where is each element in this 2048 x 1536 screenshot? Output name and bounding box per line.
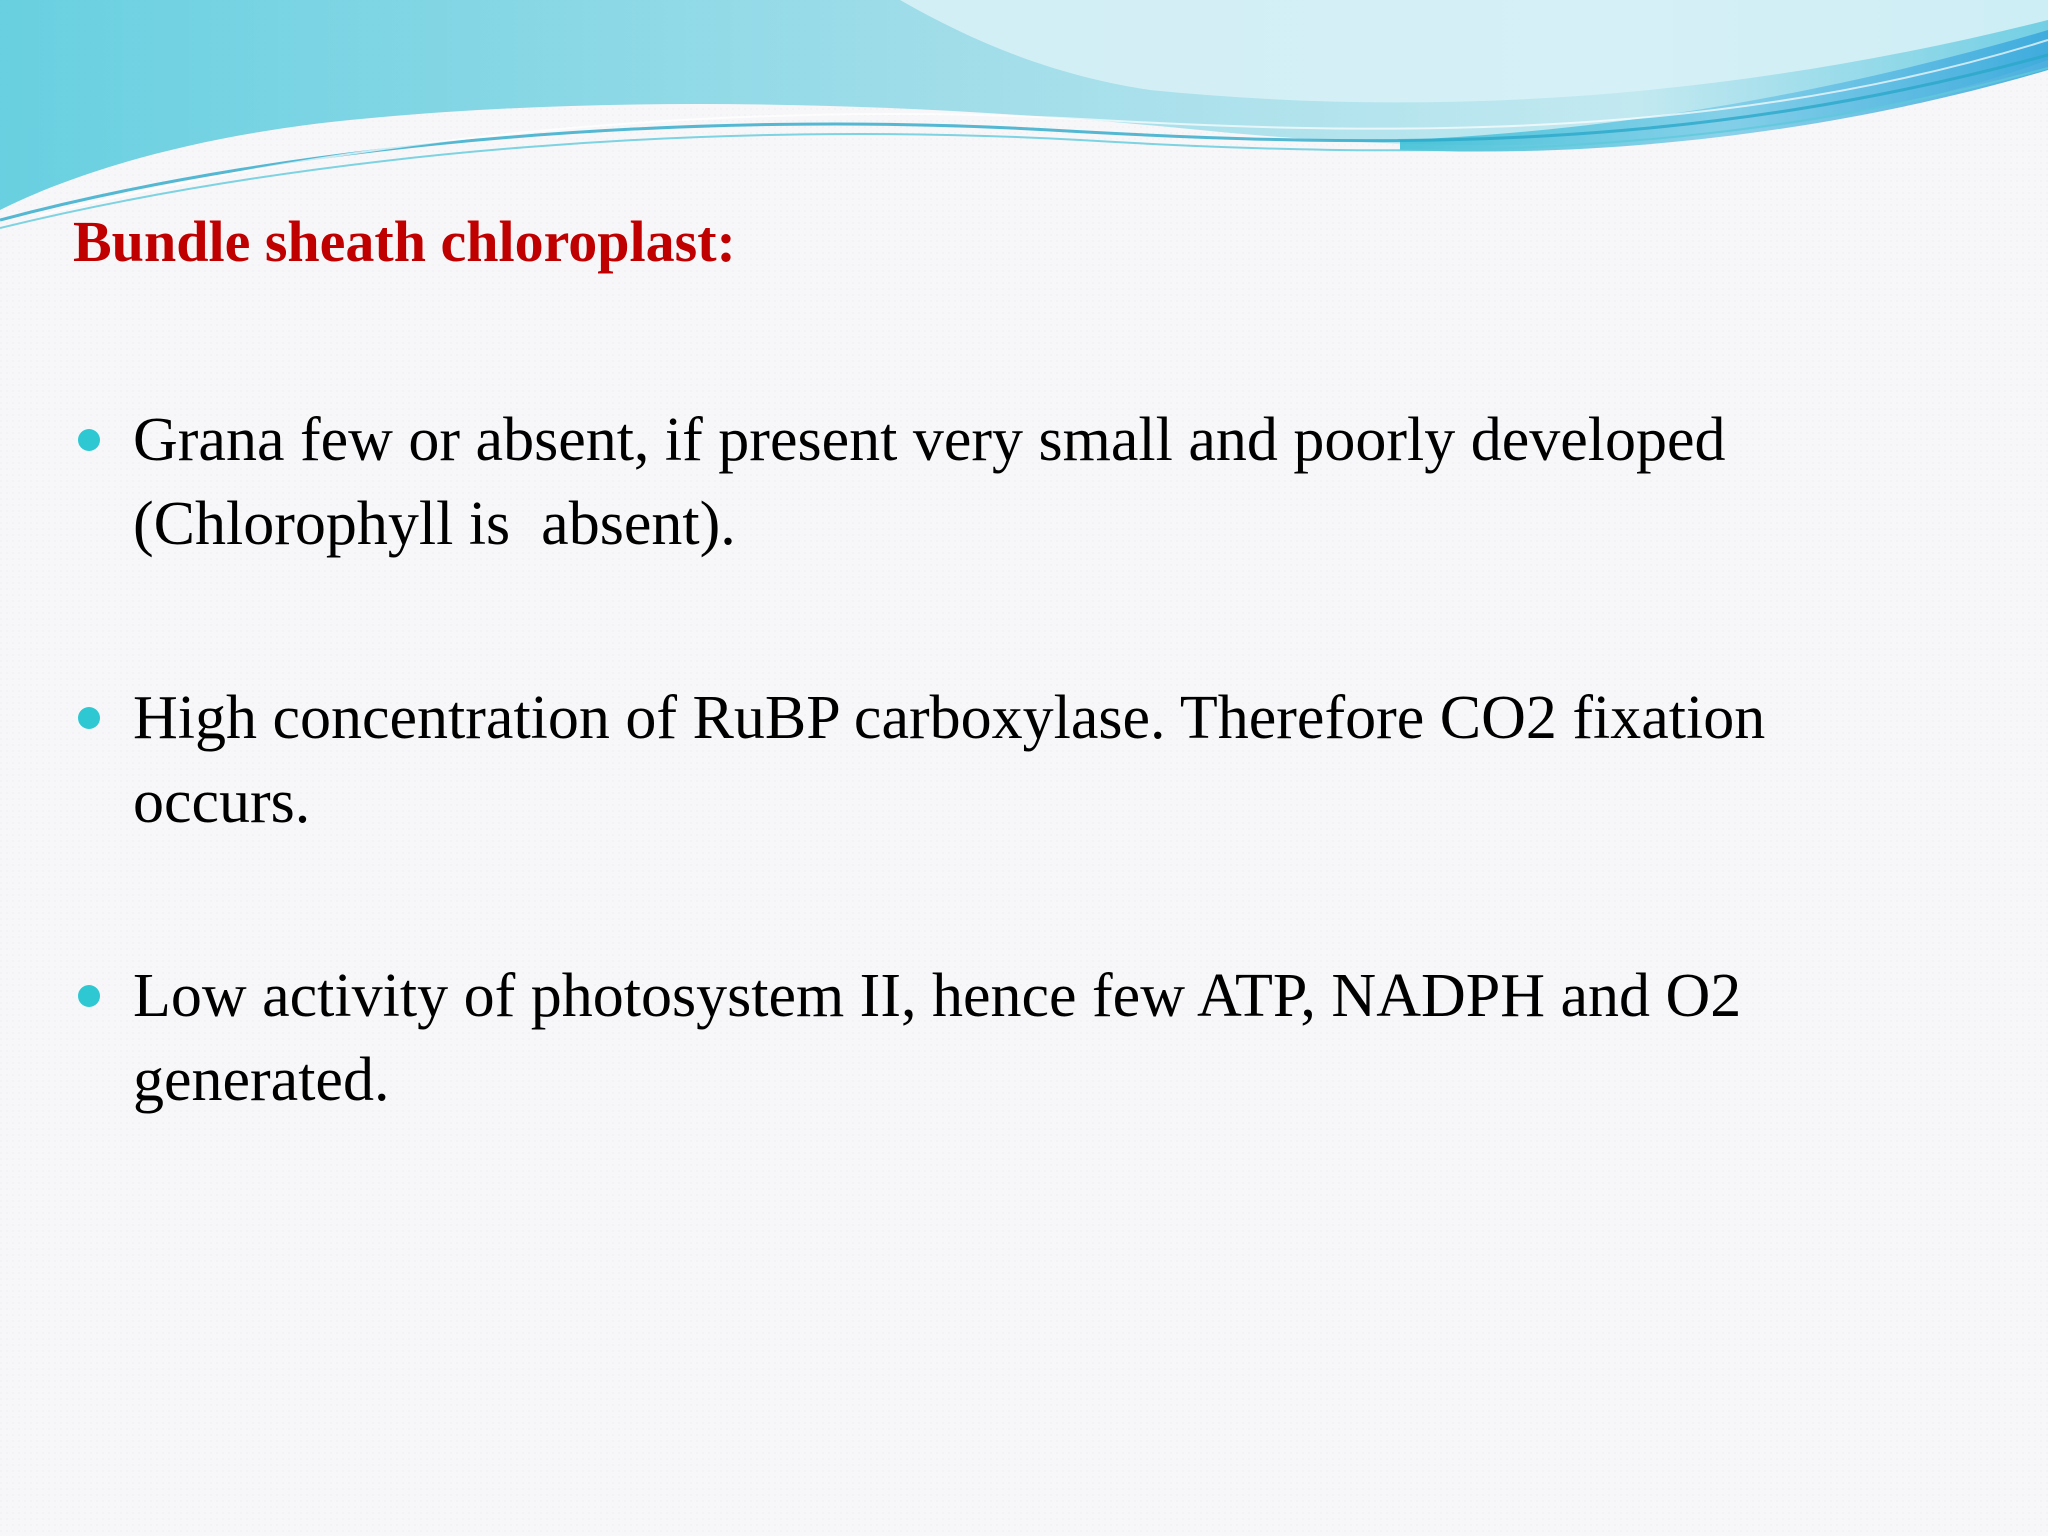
bullet-item-rubp bbox=[72, 676, 1972, 844]
bullet-text-line2: generated. bbox=[133, 1046, 390, 1114]
bullet-dot-icon bbox=[78, 707, 100, 729]
bullet-dot-icon bbox=[78, 985, 100, 1007]
bullet-text-line1: High concentration of RuBP carboxylase. Therefore CO2 fixation bbox=[133, 684, 1766, 752]
slide-title: Bundle sheath chloroplast: bbox=[73, 209, 736, 274]
bullet-text-line1: Grana few or absent, if present very small and poorly developed bbox=[133, 406, 1726, 474]
bullet-text-line1: Low activity of photosystem II, hence few ATP, NADPH and O2 bbox=[133, 962, 1742, 1030]
bullet-item-photosystem bbox=[72, 954, 1972, 1122]
bullet-dot-icon bbox=[78, 429, 100, 451]
bullet-item-grana bbox=[72, 398, 1972, 566]
bullet-text-line2: (Chlorophyll is absent). bbox=[133, 490, 736, 558]
bullet-text-line2: occurs. bbox=[133, 768, 311, 836]
